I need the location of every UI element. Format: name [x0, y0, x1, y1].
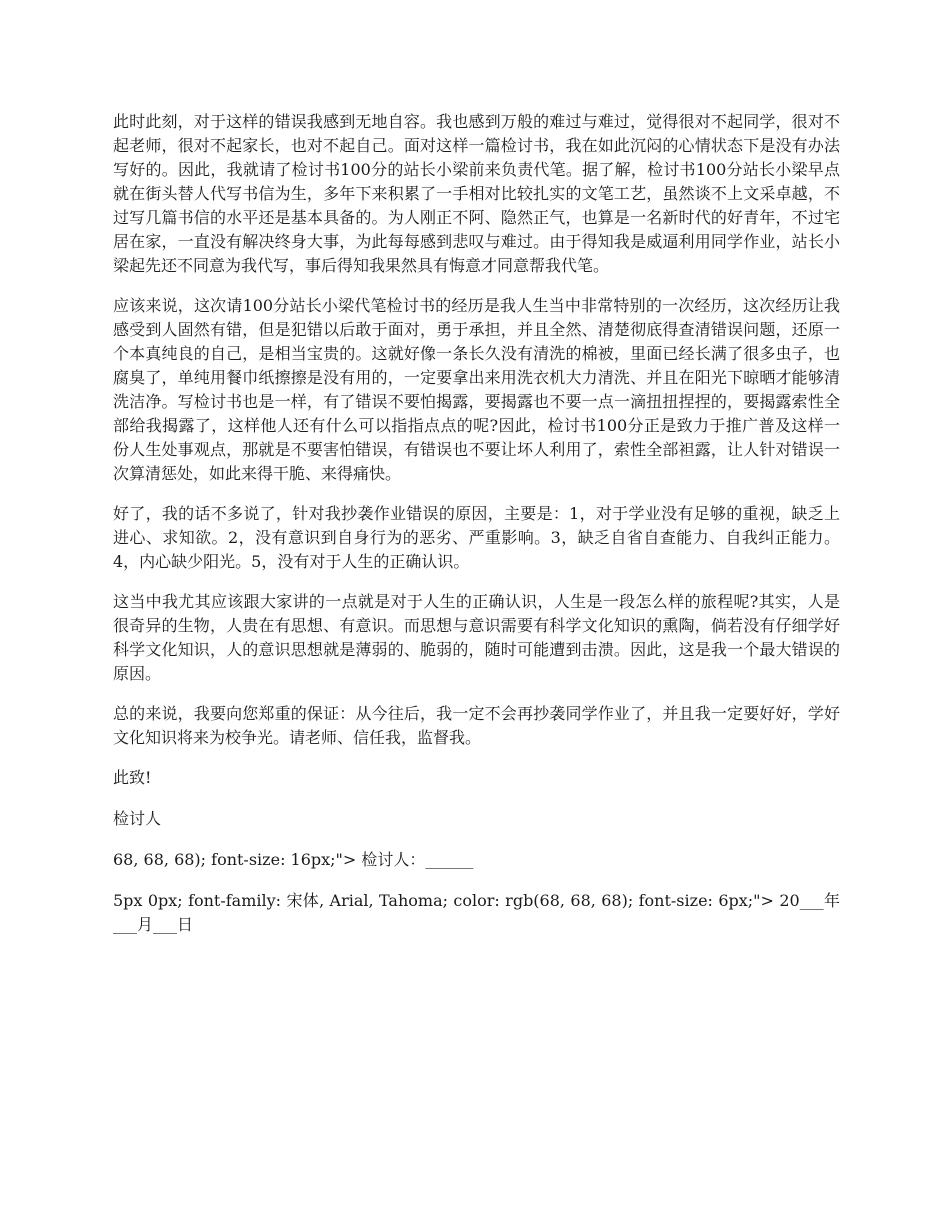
signer-label: 检讨人	[113, 809, 162, 828]
signature-line: 68, 68, 68); font-size: 16px;"> 检讨人：______	[113, 850, 474, 869]
document-body	[113, 110, 840, 954]
closing-salutation: 此致!	[113, 768, 152, 787]
paragraph-apology: 此时此刻，对于这样的错误我感到无地自容。我也感到万般的难过与难过，觉得很对不起同学，很对不起老师，很对不起家长，也对不起自己。面对这样一篇检讨书，我在如此沉闷的心情状态下是没有办法写好的。因此，我就请了检讨书100分的站长小梁前来负责代笔。据了解，检讨书100分站长小梁早点就在街头替人代写书信为生，多年下来积累了一手相对比较扎实的文笔工艺，虽然谈不上文采卓越，不过写几篇书信的水平还是基本具备的。为人刚正不阿、隐然正气，也算是一名新时代的好青年，不过宅居在家，一直没有解决终身大事，为此每每感到悲叹与难过。由于得知我是威逼利用同学作业，站长小梁起先还不同意为我代写，事后得知我果然具有悔意才同意帮我代笔。	[113, 112, 840, 275]
paragraph-reasons: 好了，我的话不多说了，针对我抄袭作业错误的原因，主要是：1，对于学业没有足够的重视，缺乏上进心、求知欲。2，没有意识到自身行为的恶劣、严重影响。3，缺乏自省自查能力、自我纠正能力。4，内心缺少阳光。5，没有对于人生的正确认识。	[113, 504, 840, 571]
paragraph-life-view: 这当中我尤其应该跟大家讲的一点就是对于人生的正确认识，人生是一段怎么样的旅程呢?其实，人是很奇异的生物，人贵在有思想、有意识。而思想与意识需要有科学文化知识的熏陶，倘若没有仔细学好科学文化知识，人的意识思想就是薄弱的、脆弱的，随时可能遭到击溃。因此，这是我一个最大错误的原因。	[113, 592, 840, 683]
paragraph-experience: 应该来说，这次请100分站长小梁代笔检讨书的经历是我人生当中非常特别的一次经历，这次经历让我感受到人固然有错，但是犯错以后敢于面对，勇于承担，并且全然、清楚彻底得查清错误问题，还原一个本真纯良的自己，是相当宝贵的。这就好像一条长久没有清洗的棉被，里面已经长满了很多虫子，也腐臭了，单纯用餐巾纸擦擦是没有用的，一定要拿出来用洗衣机大力清洗、并且在阳光下晾晒才能够清洗洁净。写检讨书也是一样，有了错误不要怕揭露，要揭露也不要一点一滴扭扭捏捏的，要揭露索性全部给我揭露了，这样他人还有什么可以指指点点的呢?因此，检讨书100分正是致力于推广普及这样一份人生处事观点，那就是不要害怕错误，有错误也不要让坏人利用了，索性全部袒露，让人针对错误一次算清惩处，如此来得干脆、来得痛快。	[113, 296, 840, 483]
date-line: 5px 0px; font-family: 宋体, Arial, Tahoma; color: rgb(68, 68, 68); font-size: 6px;"> 20___年___月___日	[113, 891, 840, 934]
paragraph-promise: 总的来说，我要向您郑重的保证：从今往后，我一定不会再抄袭同学作业了，并且我一定要好好，学好文化知识将来为校争光。请老师、信任我，监督我。	[113, 704, 840, 747]
